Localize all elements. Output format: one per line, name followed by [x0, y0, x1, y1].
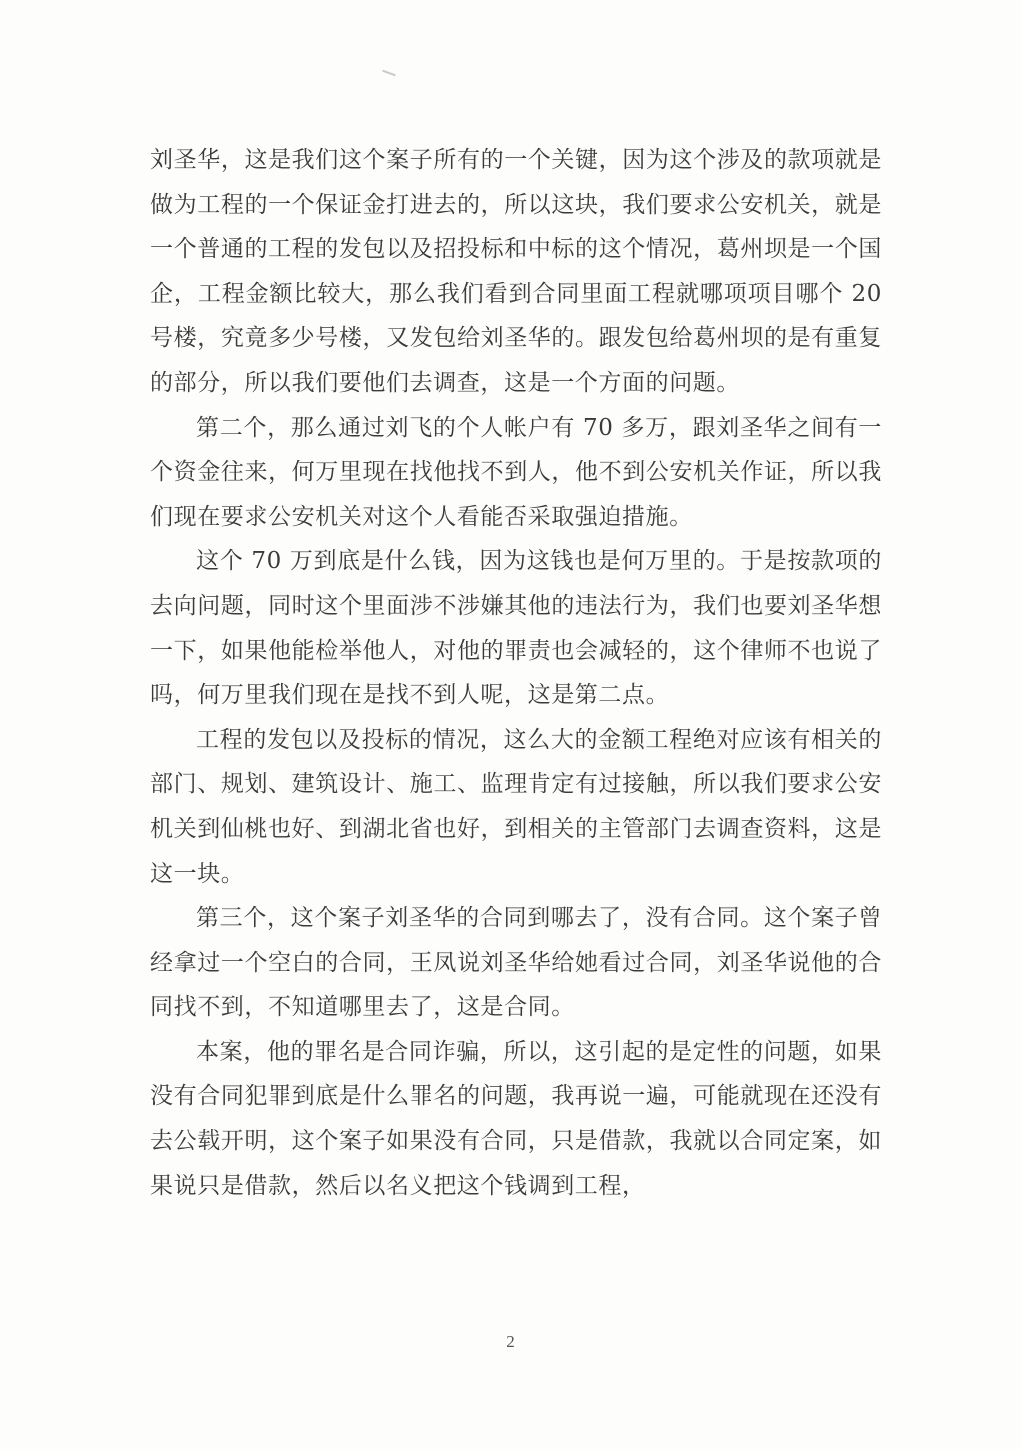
paragraph-5: 第三个，这个案子刘圣华的合同到哪去了，没有合同。这个案子曾经拿过一个空白的合同，王凤说刘圣华给她看过合同，刘圣华说他的合同找不到，不知道哪里去了，这是合同。 [150, 905, 882, 1021]
scan-speck [382, 70, 396, 77]
page-number: 2 [506, 1332, 515, 1351]
paragraph-3: 这个 70 万到底是什么钱，因为这钱也是何万里的。于是按款项的去向问题，同时这个里面涉不涉嫌其他的违法行为，我们也要刘圣华想一下，如果他能检举他人，对他的罪责也会减轻的，这个律师不也说了吗，何万里我们现在是找不到人呢，这是第二点。 [150, 548, 882, 709]
paragraph-4: 工程的发包以及投标的情况，这么大的金额工程绝对应该有相关的部门、规划、建筑设计、施工、监理肯定有过接触，所以我们要求公安机关到仙桃也好、到湖北省也好，到相关的主管部门去调查资料，这是这一块。 [150, 726, 882, 887]
document-body [150, 138, 882, 1208]
paragraph-2: 第二个，那么通过刘飞的个人帐户有 70 多万，跟刘圣华之间有一个资金往来，何万里现在找他找不到人，他不到公安机关作证，所以我们现在要求公安机关对这个人看能否采取强迫措施。 [150, 414, 882, 530]
paragraph-6: 本案，他的罪名是合同诈骗，所以，这引起的是定性的问题，如果没有合同犯罪到底是什么罪名的问题，我再说一遍，可能就现在还没有去公载开明，这个案子如果没有合同，只是借款，我就以合同定案，如果说只是借款，然后以名义把这个钱调到工程， [150, 1038, 882, 1199]
paragraph-1: 刘圣华，这是我们这个案子所有的一个关键，因为这个涉及的款项就是做为工程的一个保证金打进去的，所以这块，我们要求公安机关，就是一个普通的工程的发包以及招投标和中标的这个情况，葛州坝是一个国企，工程金额比较大，那么我们看到合同里面工程就哪项项目哪个 20 号楼，究竟多少号楼，又发包给刘圣华的。跟发包给葛州坝的是有重复的部分，所以我们要他们去调查，这是一个方面的问题。 [150, 147, 882, 396]
